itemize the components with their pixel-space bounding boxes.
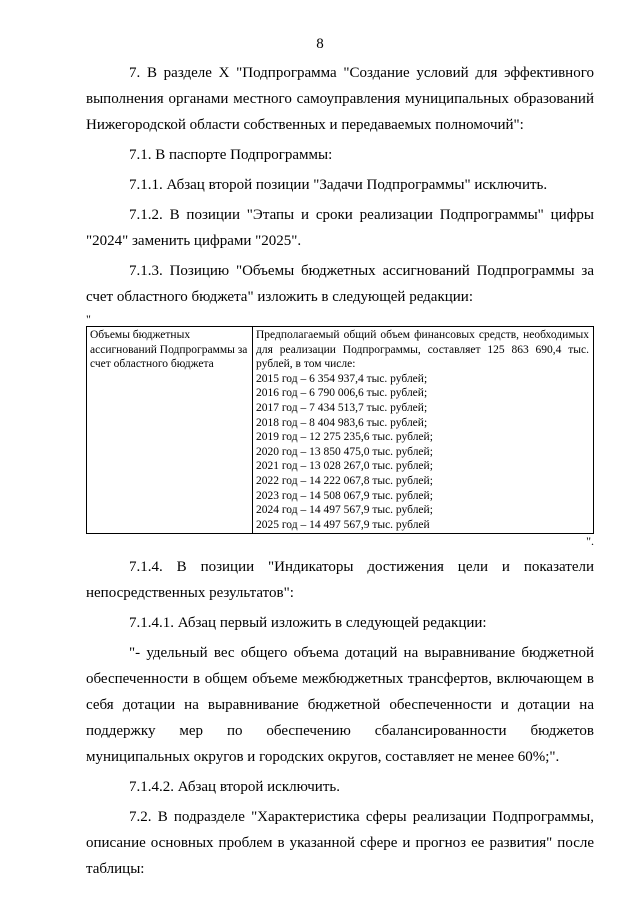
paragraph-7-2: 7.2. В подразделе "Характеристика сферы реализации Подпрограммы, описание основных проблем в указанной сфере и прогноз ее развития" после таблицы:: [86, 809, 594, 878]
budget-table: [86, 326, 594, 534]
paragraph-7-1-4-1: 7.1.4.1. Абзац первый изложить в следующей редакции:: [129, 615, 487, 632]
table-left-cell: [87, 327, 253, 534]
quote-close-mark: ".: [586, 534, 594, 549]
paragraph-quoted-indicator: "- удельный вес общего объема дотаций на выравнивание бюджетной обеспеченности в общем объеме межбюджетных трансфертов, включающем в себя дотации на выравнивание бюджетной обеспеченности и дотации на поддержку мер по обеспечению сбалансированности бюджетов муниципальных округов и городских округов, составляет не менее 60%;".: [86, 645, 594, 766]
paragraph-7-1-1: 7.1.1. Абзац второй позиции "Задачи Подпрограммы" исключить.: [129, 177, 548, 193]
year-line-2018: 2018 год – 8 404 983,6 тыс. рублей;: [256, 416, 428, 429]
paragraph-7-1-4-2: 7.1.4.2. Абзац второй исключить.: [129, 779, 340, 796]
table-intro: Предполагаемый общий объем финансовых средств, необходимых для реализации Подпрограммы, составляет 125 863 690,4 тыс. рублей, в том числе:: [256, 329, 589, 371]
document-body: [86, 60, 594, 882]
year-line-2017: 2017 год – 7 434 513,7 тыс. рублей;: [256, 401, 428, 414]
paragraph-7-1: 7.1. В паспорте Подпрограммы:: [129, 147, 333, 163]
paragraph-7-1-2: 7.1.2. В позиции "Этапы и сроки реализации Подпрограммы" цифры "2024" заменить цифрами "2025".: [86, 207, 594, 249]
year-line-2024: 2024 год – 14 497 567,9 тыс. рублей;: [256, 504, 433, 517]
year-line-2021: 2021 год – 13 028 267,0 тыс. рублей;: [256, 460, 433, 473]
page-number: 8: [316, 36, 324, 52]
quote-open-mark: ": [86, 312, 91, 326]
table-right-cell: [253, 327, 594, 534]
paragraph-section-7: 7. В разделе X "Подпрограмма "Создание условий для эффективного выполнения органами местного самоуправления муниципальных образований Нижегородской области собственных и передаваемых полномочий":: [86, 65, 594, 133]
table-left-label: Объемы бюджетных ассигнований Подпрограммы за счет областного бюджета: [90, 329, 248, 371]
year-line-2016: 2016 год – 6 790 006,6 тыс. рублей;: [256, 387, 428, 400]
year-line-2025: 2025 год – 14 497 567,9 тыс. рублей: [256, 518, 430, 531]
paragraph-7-1-3: 7.1.3. Позицию "Объемы бюджетных ассигнований Подпрограммы за счет областного бюджета" изложить в следующей редакции:: [86, 263, 594, 305]
year-line-2023: 2023 год – 14 508 067,9 тыс. рублей;: [256, 489, 433, 502]
year-line-2020: 2020 год – 13 850 475,0 тыс. рублей;: [256, 445, 433, 458]
year-line-2019: 2019 год – 12 275 235,6 тыс. рублей;: [256, 431, 433, 444]
year-line-2022: 2022 год – 14 222 067,8 тыс. рублей;: [256, 474, 433, 487]
year-line-2015: 2015 год – 6 354 937,4 тыс. рублей;: [256, 372, 428, 385]
paragraph-7-1-4: 7.1.4. В позиции "Индикаторы достижения цели и показатели непосредственных результатов":: [86, 559, 594, 602]
table-row: [87, 327, 594, 534]
